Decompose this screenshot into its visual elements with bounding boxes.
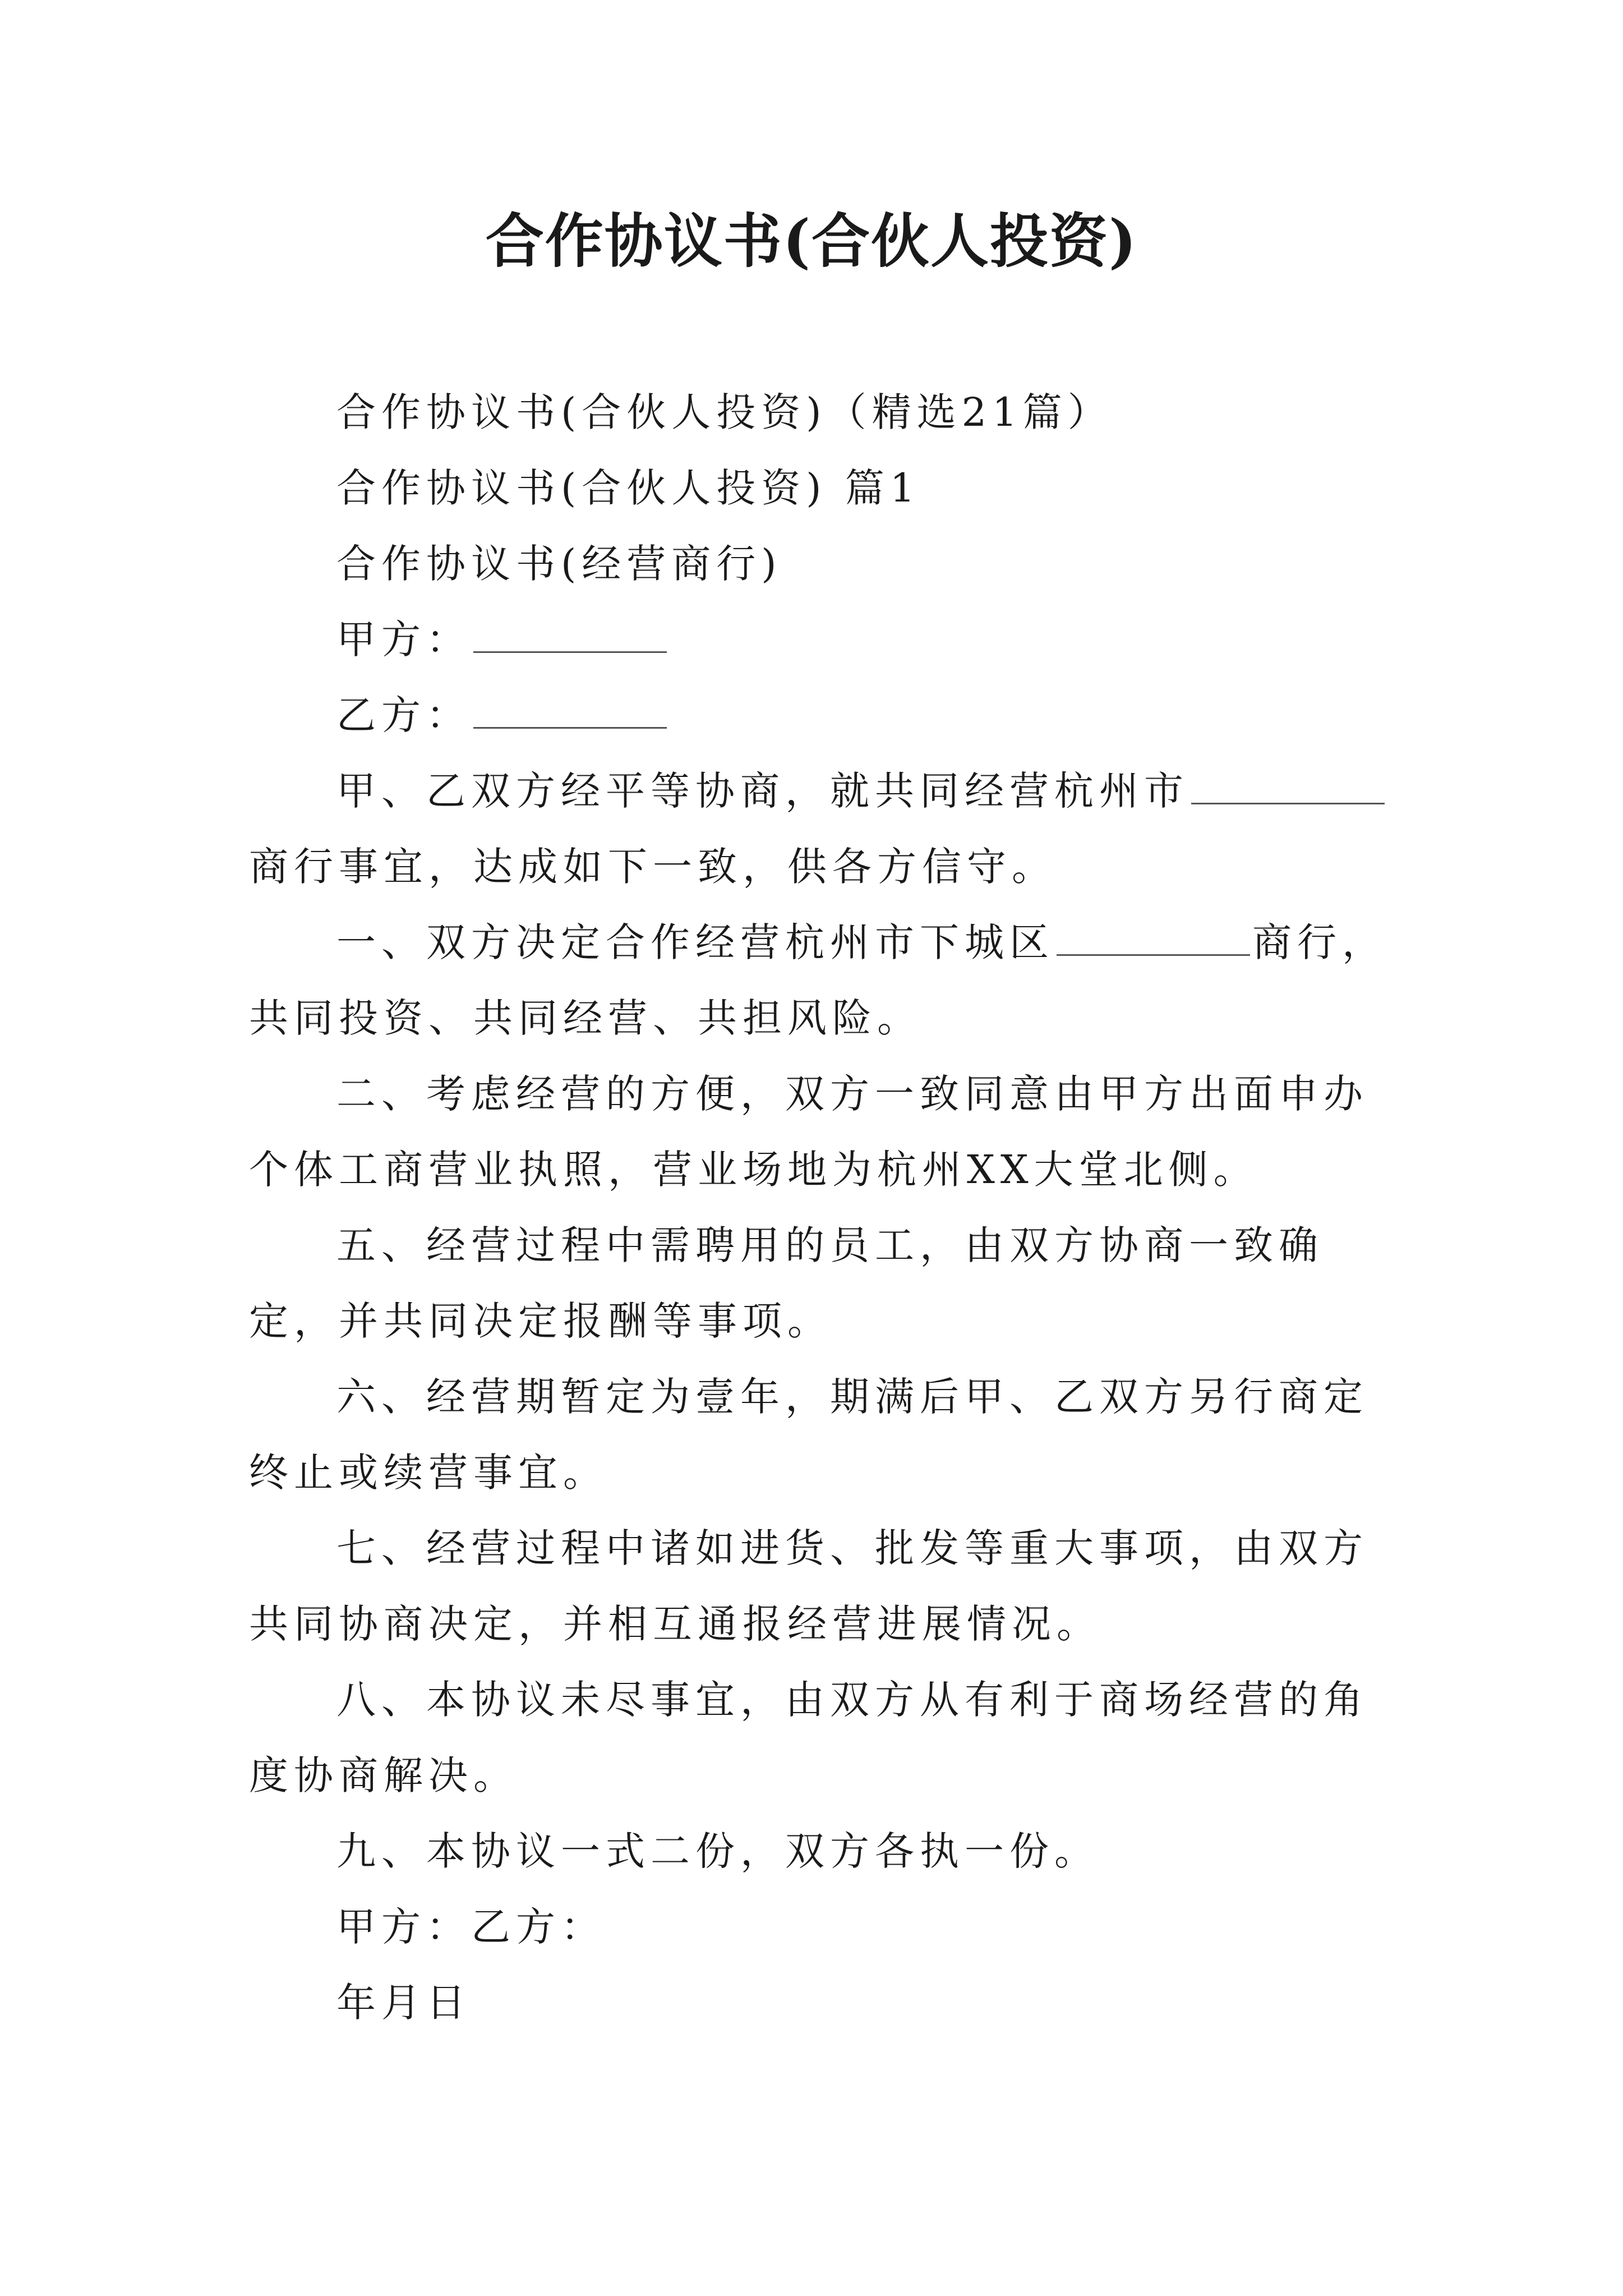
signature-line: 甲方：乙方： — [336, 1904, 606, 1950]
paragraph-clause-7: 七、经营过程中诸如进货、批发等重大事项，由双方共同协商决定，并相互通报经营进展情况。 — [249, 1525, 1368, 1647]
shop-name-blank — [1057, 915, 1250, 956]
clause-1-text-b: 商行，共同投资、共同经营、共担风险。 — [249, 919, 1387, 1041]
paragraph-clause-9: 九、本协议一式二份，双方各执一份。 — [336, 1828, 1099, 1874]
party-a-blank — [473, 612, 667, 653]
document-body — [249, 375, 1399, 2041]
paragraph-intro — [249, 753, 1399, 905]
party-a-label: 甲方： — [336, 616, 471, 662]
paragraph-chapter-heading: 合作协议书(合伙人投资) 篇1 — [336, 465, 921, 511]
paragraph-clause-8: 八、本协议未尽事宜，由双方从有利于商场经营的角度协商解决。 — [249, 1677, 1368, 1798]
paragraph-subtitle: 合作协议书(合伙人投资)（精选21篇） — [336, 389, 1113, 435]
date-line: 年月日 — [336, 1980, 471, 2026]
intro-text-a: 甲、乙双方经平等协商，就共同经营杭州市 — [336, 768, 1189, 814]
city-blank — [1191, 763, 1385, 804]
party-a-line — [249, 602, 1399, 678]
intro-text-b: 商行事宜，达成如下一致，供各方信守。 — [249, 844, 1057, 890]
party-b-blank — [473, 688, 667, 729]
paragraph-clause-5: 五、经营过程中需聘用的员工，由双方协商一致确定，并共同决定报酬等事项。 — [249, 1222, 1324, 1344]
party-b-label: 乙方： — [336, 692, 471, 738]
document-title: 合作协议书(合伙人投资) — [485, 206, 1138, 275]
paragraph-clause-2: 二、考虑经营的方便，双方一致同意由甲方出面申办个体工商营业执照，营业场地为杭州XX大堂北侧。 — [249, 1071, 1368, 1193]
clause-1-text-a: 一、双方决定合作经营杭州市下城区 — [336, 919, 1054, 965]
paragraph-clause-6: 六、经营期暂定为壹年，期满后甲、乙双方另行商定终止或续营事宜。 — [249, 1374, 1368, 1496]
paragraph-agreement-name: 合作协议书(经营商行) — [336, 541, 782, 587]
party-b-line — [249, 678, 1399, 753]
paragraph-clause-1 — [249, 905, 1399, 1056]
